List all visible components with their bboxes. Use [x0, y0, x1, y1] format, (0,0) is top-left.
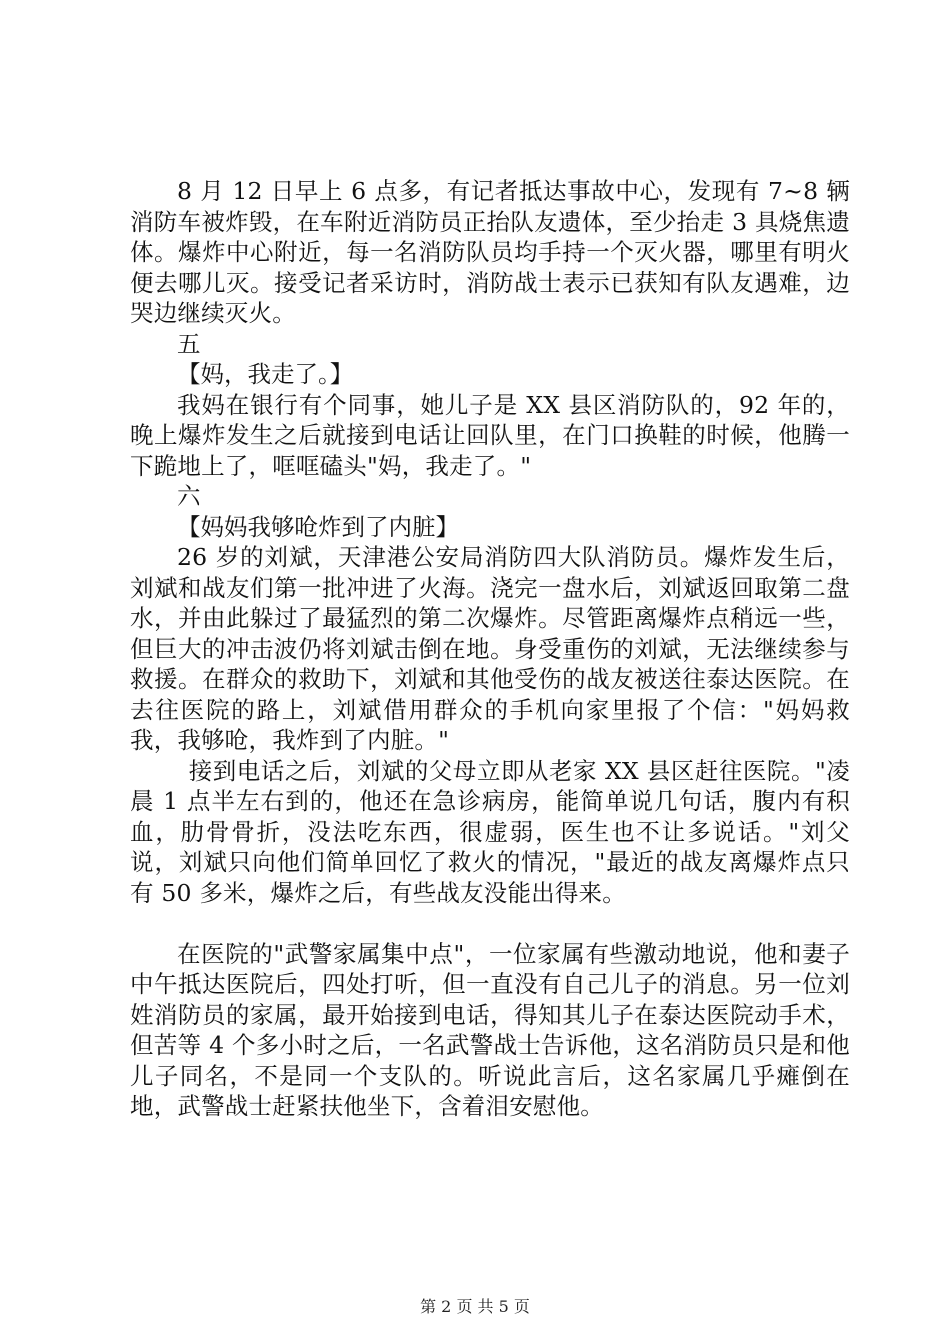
- section-number-six: 六: [177, 482, 201, 510]
- paragraph-scene-report: 8 月 12 日早上 6 点多，有记者抵达事故中心，发现有 7~8 辆消防车被炸毁，在车附近消防员正抬队友遗体，至少抬走 3 具烧焦遗体。爆炸中心附近，每一名消防队员均手持一个灭火器，哪里有明火便去哪儿灭。接受记者采访时，消防战士表示已获知有队友遇难，边哭边继续灭火。: [130, 177, 850, 327]
- document-body: [130, 176, 850, 1122]
- paragraph-farewell-story: 我妈在银行有个同事，她儿子是 XX 县区消防队的，92 年的，晚上爆炸发生之后就接到电话让回队里，在门口换鞋的时候，他腾一下跪地上了，哐哐磕头"妈，我走了。": [130, 390, 850, 480]
- section-title-five: 【妈，我走了。】: [177, 360, 354, 388]
- paragraph-spacer: [130, 908, 850, 939]
- section-number-five: 五: [177, 329, 201, 358]
- paragraph-parents-story: 接到电话之后，刘斌的父母立即从老家 XX 县区赶往医院。"凌晨 1 点半左右到的，他还在急诊病房，能简单说几句话，腹内有积血，肋骨骨折，没法吃东西，很虚弱，医生也不让多说话。"刘父说，刘斌只向他们简单回忆了救火的情况，"最近的战友离爆炸点只有 50 多米，爆炸之后，有些战友没能出得来。: [130, 756, 850, 907]
- paragraph-hospital-families: 在医院的"武警家属集中点"，一位家属有些激动地说，他和妻子中午抵达医院后，四处打听，但一直没有自己儿子的消息。另一位刘姓消防员的家属，最开始接到电话，得知其儿子在泰达医院动手术，但苦等 4 个多小时之后，一名武警战士告诉他，这名消防员只是和他儿子同名，不是同一个支队的。听说此言后，这名家属几乎瘫倒在地，武警战士赶紧扶他坐下，含着泪安慰他。: [130, 939, 850, 1120]
- section-title-six: 【妈妈我够呛炸到了内脏】: [177, 512, 459, 541]
- paragraph-liu-bin-story: 26 岁的刘斌，天津港公安局消防四大队消防员。爆炸发生后，刘斌和战友们第一批冲进了火海。浇完一盘水后，刘斌返回取第二盘水，并由此躲过了最猛烈的第二次爆炸。尽管距离爆炸点稍远一些，但巨大的冲击波仍将刘斌击倒在地。身受重伤的刘斌，无法继续参与救援。在群众的救助下，刘斌和其他受伤的战友被送往泰达医院。在去往医院的路上，刘斌借用群众的手机向家里报了个信："妈妈救我，我够呛，我炸到了内脏。": [130, 543, 851, 754]
- page-footer: 第 2 页 共 5 页: [420, 1297, 530, 1316]
